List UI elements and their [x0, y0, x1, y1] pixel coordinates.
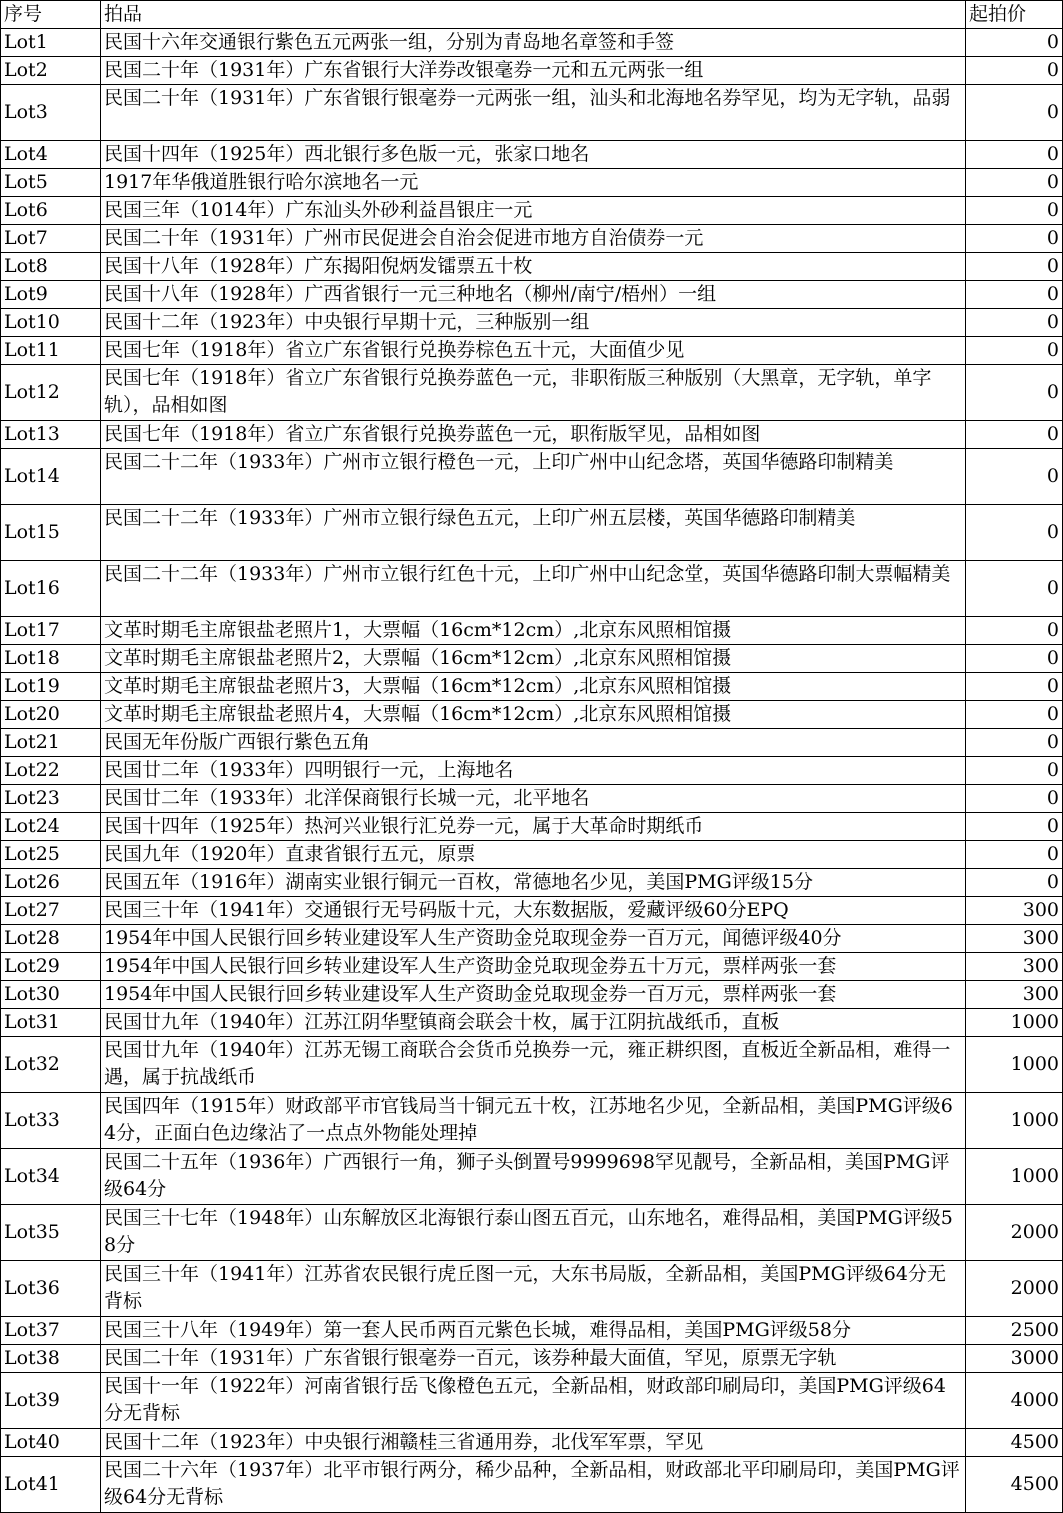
lot-number-cell: Lot26: [1, 869, 101, 897]
starting-price-cell: 4000: [966, 1373, 1063, 1429]
lot-number-cell: Lot18: [1, 645, 101, 673]
starting-price-cell: 0: [966, 729, 1063, 757]
item-description-cell: 民国三十年（1941年）江苏省农民银行虎丘图一元，大东书局版，全新品相，美国PMG评级64分无背标: [101, 1261, 966, 1317]
starting-price-cell: 0: [966, 57, 1063, 85]
item-description-cell: 1917年华俄道胜银行哈尔滨地名一元: [101, 169, 966, 197]
lot-number-cell: Lot25: [1, 841, 101, 869]
table-row: [1, 1457, 1063, 1513]
item-description-cell: 民国二十五年（1936年）广西银行一角，狮子头倒置号9999698罕见靓号，全新品相，美国PMG评级64分: [101, 1149, 966, 1205]
starting-price-cell: 0: [966, 757, 1063, 785]
starting-price-cell: 0: [966, 421, 1063, 449]
starting-price-cell: 0: [966, 645, 1063, 673]
lot-number-cell: Lot16: [1, 561, 101, 617]
table-row: [1, 617, 1063, 645]
item-description-cell: 民国二十六年（1937年）北平市银行两分，稀少品种，全新品相，财政部北平印刷局印，美国PMG评级64分无背标: [101, 1457, 966, 1513]
table-row: [1, 505, 1063, 561]
item-description-cell: 民国二十二年（1933年）广州市立银行绿色五元，上印广州五层楼，英国华德路印制精美: [101, 505, 966, 561]
item-description-cell: 民国十二年（1923年）中央银行早期十元，三种版别一组: [101, 309, 966, 337]
table-row: [1, 729, 1063, 757]
starting-price-cell: 1000: [966, 1093, 1063, 1149]
lot-number-cell: Lot14: [1, 449, 101, 505]
starting-price-cell: 0: [966, 337, 1063, 365]
starting-price-cell: 0: [966, 813, 1063, 841]
lot-number-cell: Lot19: [1, 673, 101, 701]
table-row: [1, 337, 1063, 365]
item-description-cell: 民国二十二年（1933年）广州市立银行红色十元，上印广州中山纪念堂，英国华德路印制大票幅精美: [101, 561, 966, 617]
table-row: [1, 1093, 1063, 1149]
lot-number-cell: Lot4: [1, 141, 101, 169]
table-row: [1, 1345, 1063, 1373]
item-description-cell: 民国七年（1918年）省立广东省银行兑换券棕色五十元，大面值少见: [101, 337, 966, 365]
table-row: [1, 785, 1063, 813]
starting-price-cell: 1000: [966, 1149, 1063, 1205]
starting-price-cell: 2000: [966, 1261, 1063, 1317]
table-row: [1, 981, 1063, 1009]
table-row: [1, 29, 1063, 57]
item-description-cell: 民国二十年（1931年）广东省银行银毫券一元两张一组，汕头和北海地名券罕见，均为无字轨，品弱: [101, 85, 966, 141]
starting-price-cell: 300: [966, 897, 1063, 925]
starting-price-cell: 0: [966, 197, 1063, 225]
lot-number-cell: Lot6: [1, 197, 101, 225]
lot-number-cell: Lot39: [1, 1373, 101, 1429]
table-row: [1, 197, 1063, 225]
lot-number-cell: Lot23: [1, 785, 101, 813]
item-description-cell: 民国二十年（1931年）广州市民促进会自治会促进市地方自治债券一元: [101, 225, 966, 253]
table-row: [1, 1037, 1063, 1093]
starting-price-cell: 300: [966, 953, 1063, 981]
starting-price-cell: 0: [966, 141, 1063, 169]
lot-number-cell: Lot34: [1, 1149, 101, 1205]
table-row: [1, 869, 1063, 897]
table-row: [1, 673, 1063, 701]
header-starting-price: 起拍价: [966, 1, 1063, 29]
lot-number-cell: Lot38: [1, 1345, 101, 1373]
table-row: [1, 225, 1063, 253]
lot-number-cell: Lot33: [1, 1093, 101, 1149]
starting-price-cell: 0: [966, 561, 1063, 617]
lot-number-cell: Lot9: [1, 281, 101, 309]
table-row: [1, 841, 1063, 869]
item-description-cell: 民国廿九年（1940年）江苏江阴华墅镇商会联会十枚，属于江阴抗战纸币，直板: [101, 1009, 966, 1037]
table-row: [1, 1205, 1063, 1261]
starting-price-cell: 0: [966, 281, 1063, 309]
lot-number-cell: Lot32: [1, 1037, 101, 1093]
lot-number-cell: Lot40: [1, 1429, 101, 1457]
starting-price-cell: 3000: [966, 1345, 1063, 1373]
lot-number-cell: Lot37: [1, 1317, 101, 1345]
lot-number-cell: Lot31: [1, 1009, 101, 1037]
starting-price-cell: 0: [966, 841, 1063, 869]
starting-price-cell: 0: [966, 85, 1063, 141]
item-description-cell: 1954年中国人民银行回乡转业建设军人生产资助金兑取现金券一百万元，票样两张一套: [101, 981, 966, 1009]
lot-number-cell: Lot10: [1, 309, 101, 337]
header-item: 拍品: [101, 1, 966, 29]
table-row: [1, 925, 1063, 953]
item-description-cell: 民国廿二年（1933年）四明银行一元，上海地名: [101, 757, 966, 785]
table-row: [1, 365, 1063, 421]
item-description-cell: 民国三年（1014年）广东汕头外砂利益昌银庄一元: [101, 197, 966, 225]
item-description-cell: 民国无年份版广西银行紫色五角: [101, 729, 966, 757]
lot-number-cell: Lot36: [1, 1261, 101, 1317]
starting-price-cell: 2000: [966, 1205, 1063, 1261]
table-row: [1, 645, 1063, 673]
item-description-cell: 文革时期毛主席银盐老照片2，大票幅（16cm*12cm）,北京东风照相馆摄: [101, 645, 966, 673]
table-row: [1, 253, 1063, 281]
item-description-cell: 民国廿九年（1940年）江苏无锡工商联合会货币兑换券一元，雍正耕织图，直板近全新品相，难得一遇，属于抗战纸币: [101, 1037, 966, 1093]
table-row: [1, 169, 1063, 197]
lot-number-cell: Lot28: [1, 925, 101, 953]
item-description-cell: 民国十八年（1928年）广东揭阳倪炳发镭票五十枚: [101, 253, 966, 281]
item-description-cell: 民国十六年交通银行紫色五元两张一组，分别为青岛地名章签和手签: [101, 29, 966, 57]
header-lot-number: 序号: [1, 1, 101, 29]
lot-number-cell: Lot30: [1, 981, 101, 1009]
lot-number-cell: Lot12: [1, 365, 101, 421]
starting-price-cell: 0: [966, 169, 1063, 197]
item-description-cell: 民国十八年（1928年）广西省银行一元三种地名（柳州/南宁/梧州）一组: [101, 281, 966, 309]
table-row: [1, 1149, 1063, 1205]
table-row: [1, 1429, 1063, 1457]
lot-number-cell: Lot20: [1, 701, 101, 729]
lot-number-cell: Lot22: [1, 757, 101, 785]
table-row: [1, 449, 1063, 505]
starting-price-cell: 0: [966, 673, 1063, 701]
item-description-cell: 1954年中国人民银行回乡转业建设军人生产资助金兑取现金券一百万元，闻德评级40分: [101, 925, 966, 953]
starting-price-cell: 2500: [966, 1317, 1063, 1345]
lot-number-cell: Lot21: [1, 729, 101, 757]
lot-number-cell: Lot13: [1, 421, 101, 449]
item-description-cell: 民国十四年（1925年）热河兴业银行汇兑券一元，属于大革命时期纸币: [101, 813, 966, 841]
starting-price-cell: 1000: [966, 1009, 1063, 1037]
starting-price-cell: 300: [966, 925, 1063, 953]
table-row: [1, 813, 1063, 841]
starting-price-cell: 4500: [966, 1429, 1063, 1457]
lot-number-cell: Lot35: [1, 1205, 101, 1261]
item-description-cell: 民国二十年（1931年）广东省银行大洋券改银毫券一元和五元两张一组: [101, 57, 966, 85]
starting-price-cell: 0: [966, 253, 1063, 281]
item-description-cell: 民国廿二年（1933年）北洋保商银行长城一元，北平地名: [101, 785, 966, 813]
lot-number-cell: Lot8: [1, 253, 101, 281]
lot-number-cell: Lot3: [1, 85, 101, 141]
lot-number-cell: Lot2: [1, 57, 101, 85]
starting-price-cell: 0: [966, 617, 1063, 645]
item-description-cell: 民国十四年（1925年）西北银行多色版一元，张家口地名: [101, 141, 966, 169]
table-row: [1, 1317, 1063, 1345]
item-description-cell: 民国三十八年（1949年）第一套人民币两百元紫色长城，难得品相，美国PMG评级58分: [101, 1317, 966, 1345]
lot-number-cell: Lot27: [1, 897, 101, 925]
starting-price-cell: 0: [966, 701, 1063, 729]
table-row: [1, 85, 1063, 141]
item-description-cell: 文革时期毛主席银盐老照片4，大票幅（16cm*12cm）,北京东风照相馆摄: [101, 701, 966, 729]
table-row: [1, 141, 1063, 169]
starting-price-cell: 0: [966, 365, 1063, 421]
lot-number-cell: Lot11: [1, 337, 101, 365]
lot-number-cell: Lot5: [1, 169, 101, 197]
item-description-cell: 民国十二年（1923年）中央银行湘赣桂三省通用券，北伐军军票，罕见: [101, 1429, 966, 1457]
table-row: [1, 1261, 1063, 1317]
table-row: [1, 57, 1063, 85]
table-body: [1, 29, 1063, 1513]
starting-price-cell: 0: [966, 449, 1063, 505]
starting-price-cell: 300: [966, 981, 1063, 1009]
lot-number-cell: Lot1: [1, 29, 101, 57]
item-description-cell: 民国二十年（1931年）广东省银行银毫券一百元，该券种最大面值，罕见，原票无字轨: [101, 1345, 966, 1373]
item-description-cell: 民国四年（1915年）财政部平市官钱局当十铜元五十枚，江苏地名少见，全新品相，美国PMG评级64分，正面白色边缘沾了一点点外物能处理掉: [101, 1093, 966, 1149]
item-description-cell: 文革时期毛主席银盐老照片1，大票幅（16cm*12cm）,北京东风照相馆摄: [101, 617, 966, 645]
lot-number-cell: Lot17: [1, 617, 101, 645]
lot-number-cell: Lot29: [1, 953, 101, 981]
starting-price-cell: 0: [966, 309, 1063, 337]
table-header-row: [1, 1, 1063, 29]
table-row: [1, 1009, 1063, 1037]
item-description-cell: 民国二十二年（1933年）广州市立银行橙色一元，上印广州中山纪念塔，英国华德路印制精美: [101, 449, 966, 505]
item-description-cell: 民国九年（1920年）直隶省银行五元，原票: [101, 841, 966, 869]
starting-price-cell: 0: [966, 785, 1063, 813]
table-row: [1, 1373, 1063, 1429]
lot-number-cell: Lot41: [1, 1457, 101, 1513]
table-row: [1, 897, 1063, 925]
starting-price-cell: 4500: [966, 1457, 1063, 1513]
table-row: [1, 281, 1063, 309]
item-description-cell: 民国七年（1918年）省立广东省银行兑换券蓝色一元，职衔版罕见，品相如图: [101, 421, 966, 449]
starting-price-cell: 0: [966, 225, 1063, 253]
table-row: [1, 561, 1063, 617]
item-description-cell: 1954年中国人民银行回乡转业建设军人生产资助金兑取现金券五十万元，票样两张一套: [101, 953, 966, 981]
table-row: [1, 309, 1063, 337]
lot-number-cell: Lot7: [1, 225, 101, 253]
starting-price-cell: 1000: [966, 1037, 1063, 1093]
item-description-cell: 民国三十年（1941年）交通银行无号码版十元，大东数据版，爱藏评级60分EPQ: [101, 897, 966, 925]
item-description-cell: 民国五年（1916年）湖南实业银行铜元一百枚，常德地名少见，美国PMG评级15分: [101, 869, 966, 897]
item-description-cell: 民国三十七年（1948年）山东解放区北海银行泰山图五百元，山东地名，难得品相，美国PMG评级58分: [101, 1205, 966, 1261]
starting-price-cell: 0: [966, 869, 1063, 897]
item-description-cell: 文革时期毛主席银盐老照片3，大票幅（16cm*12cm）,北京东风照相馆摄: [101, 673, 966, 701]
table-row: [1, 701, 1063, 729]
lot-number-cell: Lot15: [1, 505, 101, 561]
starting-price-cell: 0: [966, 29, 1063, 57]
table-row: [1, 953, 1063, 981]
table-row: [1, 757, 1063, 785]
item-description-cell: 民国十一年（1922年）河南省银行岳飞像橙色五元，全新品相，财政部印刷局印，美国PMG评级64分无背标: [101, 1373, 966, 1429]
lot-number-cell: Lot24: [1, 813, 101, 841]
table-row: [1, 421, 1063, 449]
starting-price-cell: 0: [966, 505, 1063, 561]
item-description-cell: 民国七年（1918年）省立广东省银行兑换券蓝色一元，非职衔版三种版别（大黑章，无字轨，单字轨），品相如图: [101, 365, 966, 421]
